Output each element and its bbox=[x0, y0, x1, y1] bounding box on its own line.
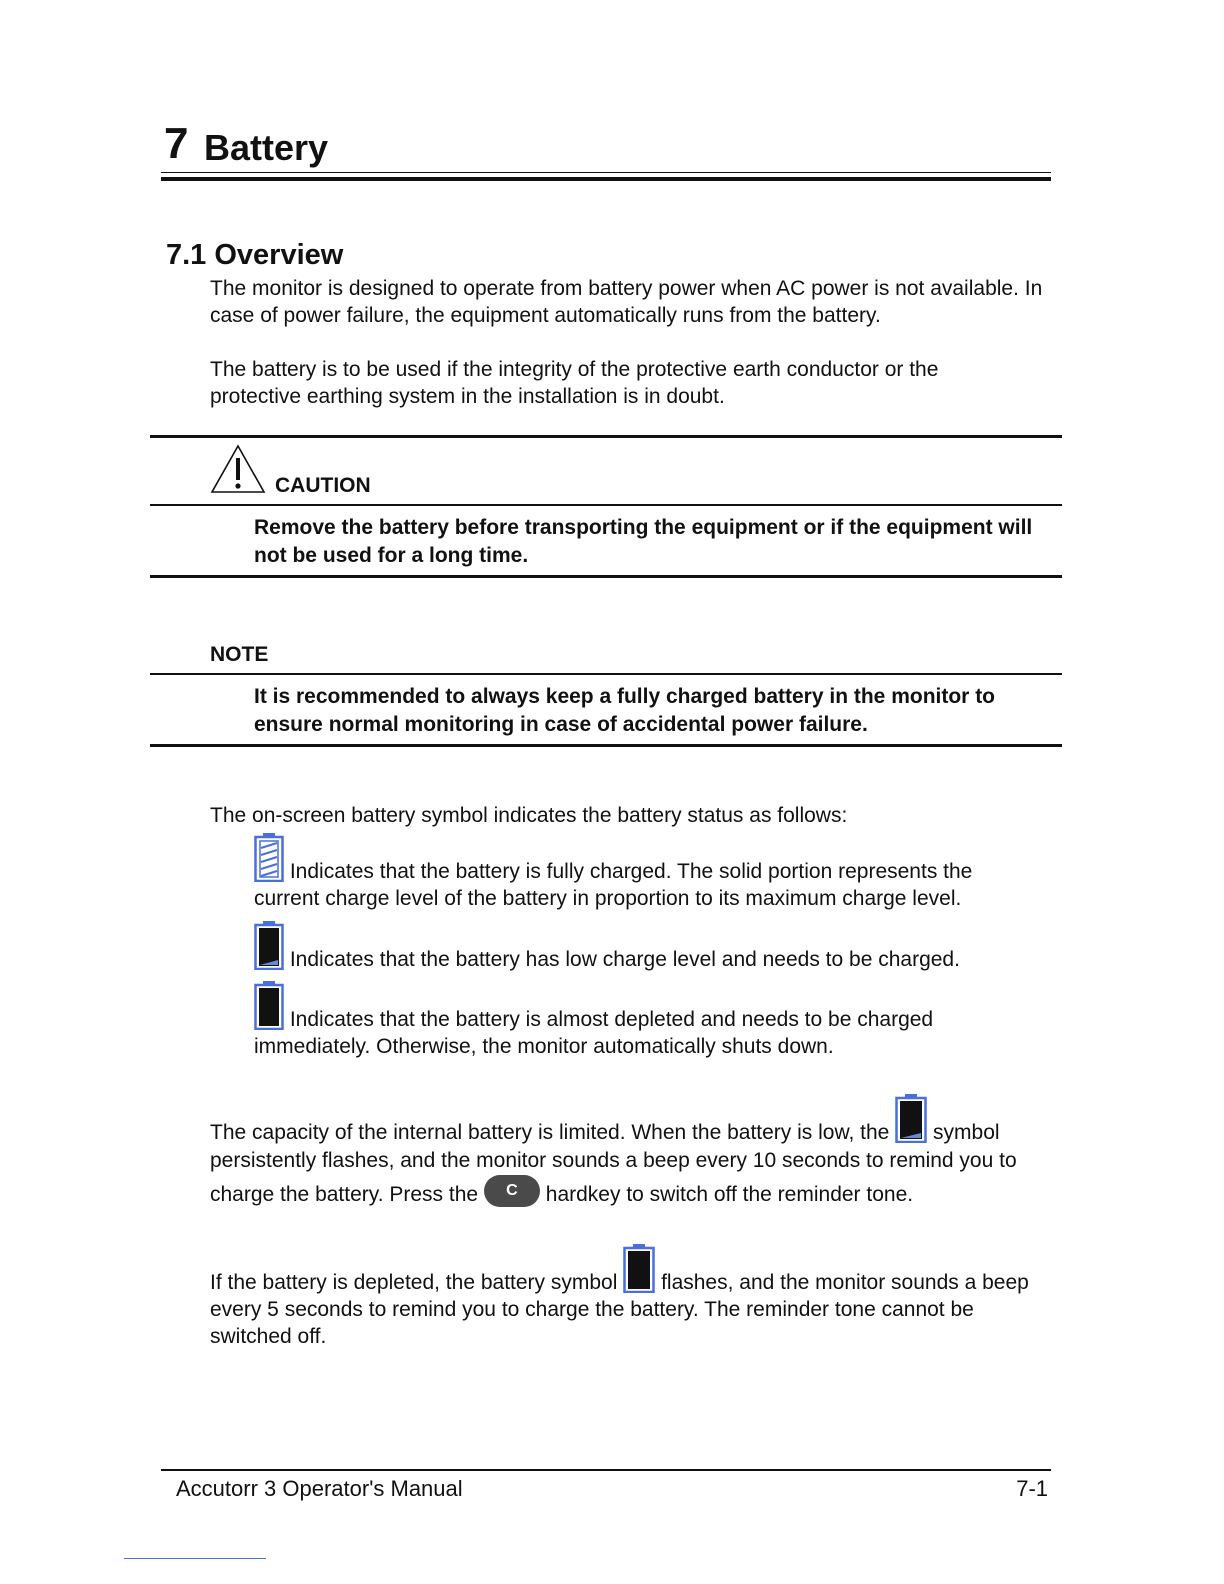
overview-paragraph-1: The monitor is designed to operate from battery power when AC power is not available. In case of power failure, the equipment automatically runs from the battery. bbox=[210, 277, 1043, 327]
battery-depleted-inline-icon bbox=[623, 1243, 655, 1293]
note-text: It is recommended to always keep a fully charged battery in the monitor to ensure normal monitoring in case of accidental power failure. bbox=[254, 685, 996, 736]
battery-depleted-icon bbox=[254, 980, 284, 1030]
status-item-depleted-text: Indicates that the battery is almost depleted and needs to be charged immediately. Otherwise, the monitor automatically shuts down. bbox=[254, 1008, 934, 1058]
chapter-title: Battery bbox=[204, 127, 329, 168]
status-intro: The on-screen battery symbol indicates the battery status as follows: bbox=[210, 804, 848, 827]
caution-rule-bottom bbox=[150, 575, 1062, 578]
depleted-text-1: If the battery is depleted, the battery symbol bbox=[210, 1271, 618, 1294]
battery-full-icon bbox=[254, 832, 284, 882]
footer-manual-title: Accutorr 3 Operator's Manual bbox=[176, 1476, 463, 1501]
status-item-low bbox=[254, 920, 1034, 973]
capacity-text-1: The capacity of the internal battery is limited. When the battery is low, the bbox=[210, 1121, 890, 1144]
caution-rule-middle bbox=[150, 504, 1062, 506]
caution-label: CAUTION bbox=[275, 474, 371, 497]
capacity-paragraph bbox=[210, 1093, 1040, 1209]
capacity-text-2: symbol persistently flashes, and the monitor sounds a beep every 10 seconds to remind you to charge the battery. Press the bbox=[210, 1121, 1017, 1206]
depleted-text-2: flashes, and the monitor sounds a beep every 5 seconds to remind you to charge the battery. The reminder tone cannot be switched off. bbox=[210, 1271, 1029, 1348]
depleted-paragraph bbox=[210, 1243, 1050, 1350]
note-rule-top bbox=[150, 673, 1062, 675]
note-rule-bottom bbox=[150, 744, 1062, 747]
chapter-rule-top bbox=[161, 172, 1051, 173]
bottom-link-underline bbox=[124, 1558, 266, 1559]
caution-text: Remove the battery before transporting the equipment or if the equipment will not be used for a long time. bbox=[254, 516, 1033, 567]
caution-rule-top bbox=[150, 435, 1062, 438]
c-hardkey-icon: C bbox=[484, 1175, 540, 1207]
battery-low-inline-icon bbox=[895, 1093, 927, 1143]
status-item-full bbox=[254, 832, 1034, 912]
capacity-text-3: hardkey to switch off the reminder tone. bbox=[545, 1183, 914, 1206]
footer-rule bbox=[161, 1469, 1051, 1471]
footer-page-number: 7-1 bbox=[1016, 1476, 1048, 1501]
status-item-depleted bbox=[254, 980, 1034, 1060]
status-item-low-text: Indicates that the battery has low charge level and needs to be charged. bbox=[289, 948, 960, 971]
chapter-rule-bottom bbox=[161, 177, 1051, 181]
chapter-number: 7 bbox=[164, 119, 189, 168]
status-item-full-text: Indicates that the battery is fully charged. The solid portion represents the current charge level of the battery in proportion to its maximum charge level. bbox=[254, 860, 973, 910]
note-label: NOTE bbox=[210, 643, 269, 666]
warning-triangle-icon bbox=[210, 444, 266, 494]
section-title: 7.1 Overview bbox=[166, 239, 344, 271]
overview-paragraph-2: The battery is to be used if the integrity of the protective earth conductor or the protective earthing system in the installation is in doubt. bbox=[210, 358, 939, 408]
battery-low-icon bbox=[254, 920, 284, 970]
